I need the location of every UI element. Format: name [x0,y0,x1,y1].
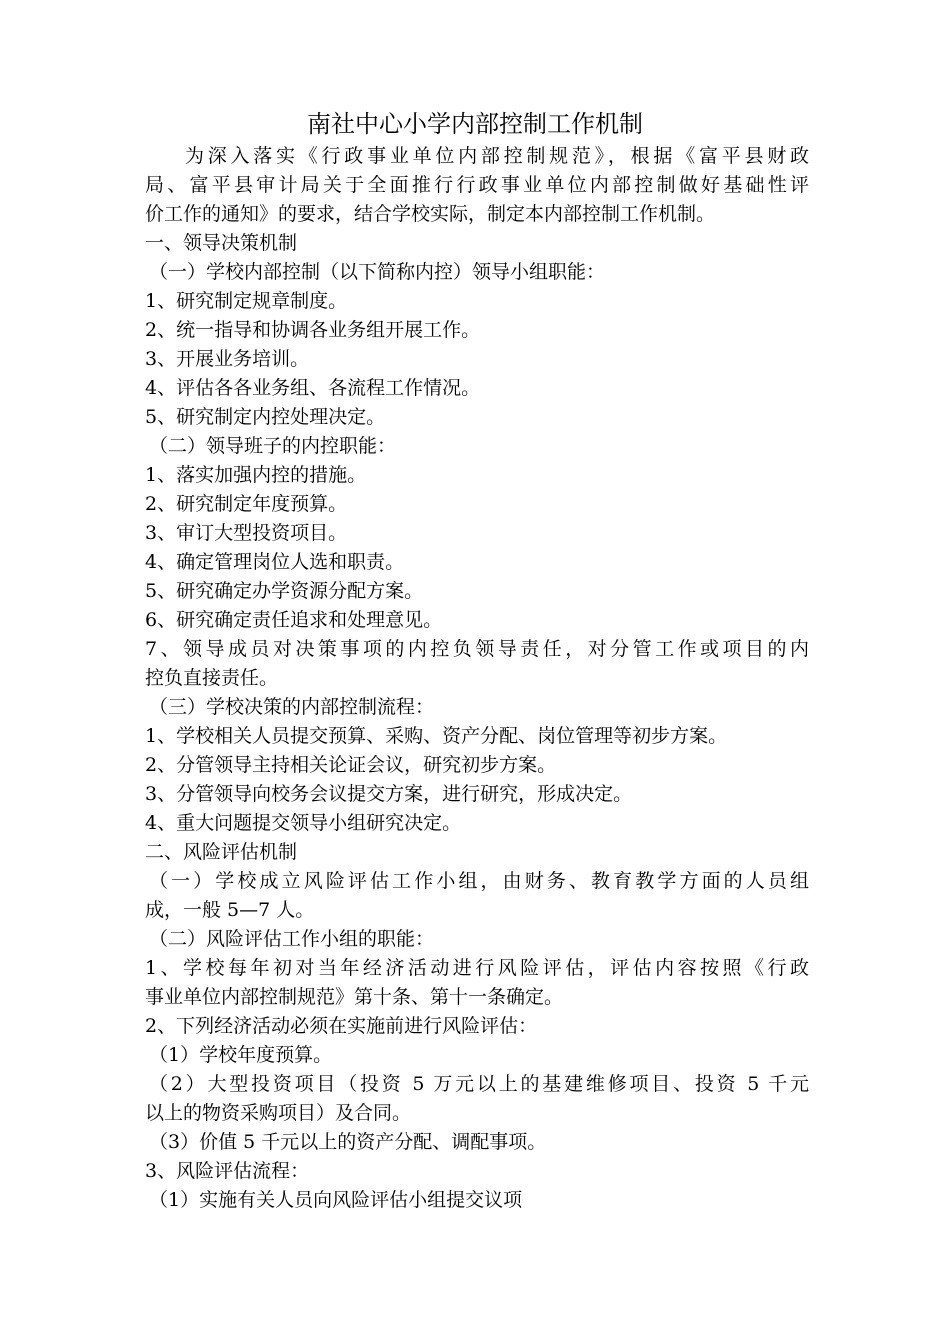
list-item-continuation: 控负直接责任。 [145,667,279,689]
list-item: 4、确定管理岗位人选和职责。 [145,551,405,573]
paragraph-line: 局、富平县审计局关于全面推行行政事业单位内部控制做好基础性评 [145,174,809,196]
list-item: 2、分管领导主持相关论证会议，研究初步方案。 [145,754,557,776]
list-item: 3、风险评估流程： [145,1160,310,1182]
paragraph-line: 价工作的通知》的要求，结合学校实际，制定本内部控制工作机制。 [145,203,716,225]
section-heading: 二、风险评估机制 [145,841,298,863]
subsection-heading: （三）学校决策的内部控制流程： [149,696,435,718]
subsection-heading: （二）风险评估工作小组的职能： [149,928,435,950]
document-title: 南社中心小学内部控制工作机制 [307,110,643,138]
subsection-heading: （二）领导班子的内控职能： [149,435,397,457]
document-body [145,142,809,1215]
list-item: 1、学校相关人员提交预算、采购、资产分配、岗位管理等初步方案。 [145,725,728,747]
subsection-heading: （一）学校内部控制（以下简称内控）领导小组职能： [149,261,606,283]
list-item: 6、研究确定责任追求和处理意见。 [145,609,443,631]
list-item: 3、开展业务培训。 [145,348,310,370]
list-item: 7、领导成员对决策事项的内控负领导责任，对分管工作或项目的内 [145,638,809,660]
sub-list-item: （1）实施有关人员向风险评估小组提交议项 [149,1189,523,1211]
list-item: 3、审订大型投资项目。 [145,522,348,544]
subsection-continuation: 成，一般 5—7 人。 [145,899,315,921]
section-heading: 一、领导决策机制 [145,232,298,254]
sub-list-item-continuation: 以上的物资采购项目）及合同。 [145,1102,412,1124]
list-item: 5、研究确定办学资源分配方案。 [145,580,424,602]
list-item: 2、下列经济活动必须在实施前进行风险评估： [145,1015,538,1037]
list-item-continuation: 事业单位内部控制规范》第十条、第十一条确定。 [145,986,564,1008]
sub-list-item: （2）大型投资项目（投资 5 万元以上的基建维修项目、投资 5 千元 [149,1073,809,1095]
list-item: 2、研究制定年度预算。 [145,493,348,515]
sub-list-item: （1）学校年度预算。 [149,1044,333,1066]
subsection-heading: （一）学校成立风险评估工作小组，由财务、教育教学方面的人员组 [149,870,809,892]
list-item: 4、评估各各业务组、各流程工作情况。 [145,377,481,399]
list-item: 2、统一指导和协调各业务组开展工作。 [145,319,481,341]
paragraph-line: 为深入落实《行政事业单位内部控制规范》，根据《富平县财政 [185,145,809,167]
list-item: 1、研究制定规章制度。 [145,290,348,312]
sub-list-item: （3）价值 5 千元以上的资产分配、调配事项。 [149,1131,547,1153]
list-item: 1、落实加强内控的措施。 [145,464,367,486]
list-item: 4、重大问题提交领导小组研究决定。 [145,812,462,834]
list-item: 1、学校每年初对当年经济活动进行风险评估，评估内容按照《行政 [145,957,809,979]
list-item: 5、研究制定内控处理决定。 [145,406,386,428]
list-item: 3、分管领导向校务会议提交方案，进行研究，形成决定。 [145,783,633,805]
